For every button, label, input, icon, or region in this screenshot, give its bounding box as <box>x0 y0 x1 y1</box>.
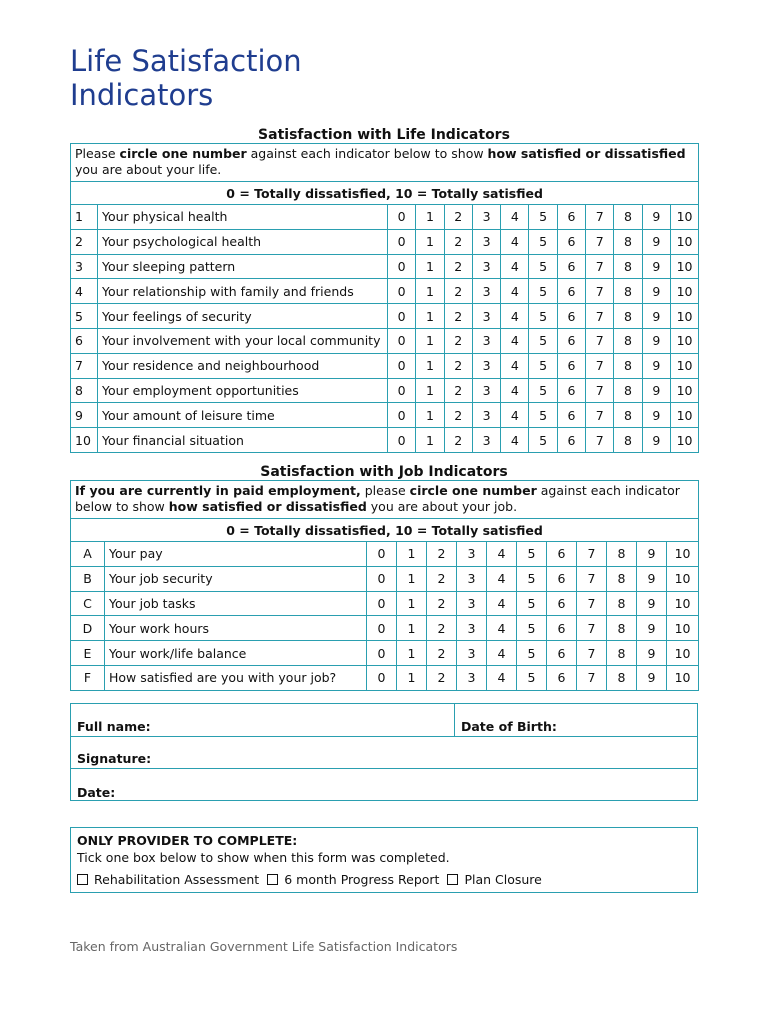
rating-option[interactable]: 2 <box>444 353 472 378</box>
rating-option[interactable]: 9 <box>642 229 670 254</box>
life-indicator-row <box>71 254 699 279</box>
rating-option[interactable]: 3 <box>457 542 487 567</box>
rating-option[interactable]: 9 <box>642 304 670 329</box>
rating-option[interactable]: 8 <box>614 403 642 428</box>
rating-option[interactable]: 3 <box>472 428 500 453</box>
rating-option[interactable]: 0 <box>367 616 397 641</box>
rating-option[interactable]: 7 <box>586 428 614 453</box>
rating-option[interactable]: 1 <box>416 279 444 304</box>
rating-option[interactable]: 0 <box>367 591 397 616</box>
rating-option[interactable]: 5 <box>517 641 547 666</box>
rating-option[interactable]: 2 <box>427 665 457 690</box>
rating-option[interactable]: 3 <box>472 254 500 279</box>
job-indicator-row-id: E <box>71 641 105 666</box>
life-indicators-table <box>70 143 699 453</box>
rating-option[interactable]: 4 <box>501 378 529 403</box>
option-rehabilitation-assessment[interactable] <box>77 871 259 888</box>
rating-option[interactable]: 2 <box>444 229 472 254</box>
rating-option[interactable]: 10 <box>670 254 698 279</box>
rating-option[interactable]: 9 <box>637 591 667 616</box>
rating-option[interactable]: 3 <box>472 353 500 378</box>
rating-option[interactable]: 0 <box>367 542 397 567</box>
rating-option[interactable]: 10 <box>667 542 699 567</box>
rating-option[interactable]: 4 <box>501 353 529 378</box>
rating-option[interactable]: 3 <box>472 304 500 329</box>
rating-option[interactable]: 8 <box>614 328 642 353</box>
rating-option[interactable]: 5 <box>529 254 557 279</box>
rating-option[interactable]: 4 <box>501 205 529 230</box>
rating-option[interactable]: 2 <box>444 428 472 453</box>
rating-option[interactable]: 10 <box>670 279 698 304</box>
rating-option[interactable]: 9 <box>637 616 667 641</box>
life-indicator-row <box>71 304 699 329</box>
rating-option[interactable]: 0 <box>388 254 416 279</box>
rating-option[interactable]: 1 <box>397 542 427 567</box>
rating-option[interactable]: 2 <box>444 205 472 230</box>
life-indicator-row <box>71 428 699 453</box>
job-indicator-row-id: A <box>71 542 105 567</box>
life-section-heading: Satisfaction with Life Indicators <box>258 127 510 143</box>
option-plan-closure[interactable] <box>447 871 541 888</box>
rating-option[interactable]: 6 <box>557 428 585 453</box>
life-indicator-row-label: Your feelings of security <box>98 304 388 329</box>
rating-option[interactable]: 9 <box>642 428 670 453</box>
rating-option[interactable]: 6 <box>557 403 585 428</box>
rating-option[interactable]: 4 <box>501 229 529 254</box>
rating-option[interactable]: 10 <box>670 304 698 329</box>
job-section-heading: Satisfaction with Job Indicators <box>260 464 508 480</box>
signature-row <box>71 737 697 770</box>
rating-option[interactable]: 5 <box>517 665 547 690</box>
life-scale-legend: 0 = Totally dissatisfied, 10 = Totally satisfied <box>71 182 699 205</box>
rating-option[interactable]: 2 <box>444 254 472 279</box>
rating-option[interactable]: 4 <box>501 254 529 279</box>
rating-option[interactable]: 8 <box>614 378 642 403</box>
rating-option[interactable]: 0 <box>388 353 416 378</box>
rating-option[interactable]: 4 <box>487 591 517 616</box>
life-indicator-row-label: Your physical health <box>98 205 388 230</box>
job-indicators-table <box>70 480 699 691</box>
job-indicator-row-label: Your job security <box>105 566 367 591</box>
rating-option[interactable]: 1 <box>416 254 444 279</box>
life-indicator-row <box>71 279 699 304</box>
life-indicator-row <box>71 378 699 403</box>
rating-option[interactable]: 1 <box>397 641 427 666</box>
rating-option[interactable]: 0 <box>388 279 416 304</box>
rating-option[interactable]: 4 <box>487 665 517 690</box>
rating-option[interactable]: 5 <box>529 304 557 329</box>
life-indicator-row <box>71 328 699 353</box>
life-indicator-row-id: 8 <box>71 378 98 403</box>
rating-option[interactable]: 1 <box>416 403 444 428</box>
rating-option[interactable]: 6 <box>547 641 577 666</box>
job-indicator-row <box>71 566 699 591</box>
job-scale-legend: 0 = Totally dissatisfied, 10 = Totally satisfied <box>71 519 699 542</box>
job-scale-row <box>71 519 699 542</box>
option-label: 6 month Progress Report <box>284 872 440 887</box>
rating-option[interactable]: 3 <box>472 403 500 428</box>
rating-option[interactable]: 9 <box>637 566 667 591</box>
rating-option[interactable]: 7 <box>586 205 614 230</box>
rating-option[interactable]: 10 <box>667 566 699 591</box>
rating-option[interactable]: 0 <box>388 428 416 453</box>
rating-option[interactable]: 8 <box>614 229 642 254</box>
date-label: Date: <box>77 784 116 800</box>
rating-option[interactable]: 0 <box>388 378 416 403</box>
job-indicator-row-label: How satisfied are you with your job? <box>105 665 367 690</box>
rating-option[interactable]: 3 <box>457 566 487 591</box>
job-indicator-row-id: B <box>71 566 105 591</box>
rating-option[interactable]: 1 <box>416 353 444 378</box>
rating-option[interactable]: 3 <box>457 591 487 616</box>
job-indicator-row-label: Your work/life balance <box>105 641 367 666</box>
rating-option[interactable]: 9 <box>642 279 670 304</box>
rating-option[interactable]: 8 <box>607 566 637 591</box>
rating-option[interactable]: 5 <box>529 403 557 428</box>
page-title <box>70 44 470 112</box>
rating-option[interactable]: 9 <box>642 328 670 353</box>
job-indicator-row <box>71 641 699 666</box>
rating-option[interactable]: 2 <box>427 591 457 616</box>
rating-option[interactable]: 10 <box>670 403 698 428</box>
rating-option[interactable]: 6 <box>547 591 577 616</box>
full-name-label: Full name: <box>77 718 151 734</box>
provider-box <box>70 827 698 893</box>
provider-instruction: Tick one box below to show when this form was completed. <box>77 850 450 865</box>
rating-option[interactable]: 5 <box>517 616 547 641</box>
life-indicator-row-label: Your employment opportunities <box>98 378 388 403</box>
life-indicator-row-id: 3 <box>71 254 98 279</box>
completion-options <box>77 871 691 888</box>
rating-option[interactable]: 3 <box>457 641 487 666</box>
checkbox-6-month-progress-report[interactable] <box>267 874 278 885</box>
rating-option[interactable]: 0 <box>388 403 416 428</box>
rating-option[interactable]: 1 <box>416 205 444 230</box>
option-label: Rehabilitation Assessment <box>94 872 260 887</box>
rating-option[interactable]: 3 <box>472 229 500 254</box>
rating-option[interactable]: 0 <box>367 566 397 591</box>
life-indicator-row <box>71 205 699 230</box>
rating-option[interactable]: 4 <box>487 616 517 641</box>
rating-option[interactable]: 8 <box>607 591 637 616</box>
rating-option[interactable]: 5 <box>529 428 557 453</box>
rating-option[interactable]: 7 <box>577 542 607 567</box>
rating-option[interactable]: 10 <box>667 665 699 690</box>
rating-option[interactable]: 9 <box>642 378 670 403</box>
rating-option[interactable]: 0 <box>388 205 416 230</box>
rating-option[interactable]: 5 <box>529 279 557 304</box>
rating-option[interactable]: 8 <box>614 353 642 378</box>
rating-option[interactable]: 9 <box>642 254 670 279</box>
checkbox-plan-closure[interactable] <box>447 874 458 885</box>
rating-option[interactable]: 6 <box>547 542 577 567</box>
rating-option[interactable]: 7 <box>586 229 614 254</box>
rating-option[interactable]: 8 <box>614 205 642 230</box>
rating-option[interactable]: 3 <box>457 616 487 641</box>
job-indicator-row-label: Your work hours <box>105 616 367 641</box>
rating-option[interactable]: 1 <box>397 566 427 591</box>
life-indicator-row <box>71 229 699 254</box>
rating-option[interactable]: 2 <box>427 616 457 641</box>
rating-option[interactable]: 10 <box>670 205 698 230</box>
rating-option[interactable]: 2 <box>427 566 457 591</box>
rating-option[interactable]: 6 <box>547 665 577 690</box>
rating-option[interactable]: 4 <box>501 304 529 329</box>
rating-option[interactable]: 8 <box>614 254 642 279</box>
life-indicator-row-label: Your residence and neighbourhood <box>98 353 388 378</box>
rating-option[interactable]: 1 <box>416 229 444 254</box>
life-indicator-row-label: Your relationship with family and friends <box>98 279 388 304</box>
option-6-month-progress-report[interactable] <box>267 871 439 888</box>
rating-option[interactable]: 7 <box>586 353 614 378</box>
rating-option[interactable]: 10 <box>667 591 699 616</box>
rating-option[interactable]: 8 <box>614 428 642 453</box>
rating-option[interactable]: 9 <box>642 205 670 230</box>
rating-option[interactable]: 9 <box>642 403 670 428</box>
rating-option[interactable]: 2 <box>444 328 472 353</box>
rating-option[interactable]: 2 <box>444 304 472 329</box>
life-indicator-row-label: Your financial situation <box>98 428 388 453</box>
rating-option[interactable]: 8 <box>607 542 637 567</box>
rating-option[interactable]: 8 <box>607 665 637 690</box>
life-indicator-row <box>71 403 699 428</box>
rating-option[interactable]: 2 <box>427 641 457 666</box>
rating-option[interactable]: 6 <box>557 378 585 403</box>
rating-option[interactable]: 1 <box>397 616 427 641</box>
rating-option[interactable]: 6 <box>557 205 585 230</box>
rating-option[interactable]: 7 <box>577 616 607 641</box>
rating-option[interactable]: 5 <box>517 566 547 591</box>
rating-option[interactable]: 8 <box>614 279 642 304</box>
rating-option[interactable]: 6 <box>557 328 585 353</box>
rating-option[interactable]: 3 <box>472 328 500 353</box>
date-row <box>71 769 697 802</box>
life-scale-row <box>71 182 699 205</box>
rating-option[interactable]: 0 <box>388 304 416 329</box>
rating-option[interactable]: 8 <box>614 304 642 329</box>
source-footer: Taken from Australian Government Life Satisfaction Indicators <box>70 939 458 954</box>
rating-option[interactable]: 9 <box>637 542 667 567</box>
life-indicator-row-label: Your amount of leisure time <box>98 403 388 428</box>
rating-option[interactable]: 5 <box>529 353 557 378</box>
rating-option[interactable]: 0 <box>388 328 416 353</box>
rating-option[interactable]: 3 <box>472 205 500 230</box>
rating-option[interactable]: 1 <box>397 591 427 616</box>
rating-option[interactable]: 3 <box>457 665 487 690</box>
rating-option[interactable]: 10 <box>670 353 698 378</box>
life-indicator-row-id: 7 <box>71 353 98 378</box>
life-indicator-row-id: 9 <box>71 403 98 428</box>
rating-option[interactable]: 10 <box>667 641 699 666</box>
rating-option[interactable]: 4 <box>501 428 529 453</box>
rating-option[interactable]: 10 <box>670 229 698 254</box>
rating-option[interactable]: 5 <box>529 229 557 254</box>
rating-option[interactable]: 2 <box>444 378 472 403</box>
rating-option[interactable]: 0 <box>367 641 397 666</box>
rating-option[interactable]: 7 <box>586 403 614 428</box>
dob-label: Date of Birth: <box>461 718 557 734</box>
rating-option[interactable]: 10 <box>667 616 699 641</box>
job-indicator-row-label: Your pay <box>105 542 367 567</box>
rating-option[interactable]: 7 <box>577 566 607 591</box>
job-indicator-row <box>71 591 699 616</box>
rating-option[interactable]: 5 <box>529 205 557 230</box>
checkbox-rehabilitation-assessment[interactable] <box>77 874 88 885</box>
rating-option[interactable]: 7 <box>577 591 607 616</box>
rating-option[interactable]: 8 <box>607 641 637 666</box>
signature-label: Signature: <box>77 751 152 766</box>
rating-option[interactable]: 10 <box>670 328 698 353</box>
name-dob-divider <box>454 704 455 736</box>
rating-option[interactable]: 9 <box>637 665 667 690</box>
job-indicator-row <box>71 665 699 690</box>
rating-option[interactable]: 5 <box>529 328 557 353</box>
rating-option[interactable]: 1 <box>416 378 444 403</box>
title-line-2: Indicators <box>70 78 214 112</box>
rating-option[interactable]: 6 <box>557 304 585 329</box>
rating-option[interactable]: 6 <box>557 229 585 254</box>
rating-option[interactable]: 1 <box>397 665 427 690</box>
rating-option[interactable]: 4 <box>501 403 529 428</box>
life-indicator-row-id: 2 <box>71 229 98 254</box>
rating-option[interactable]: 10 <box>670 378 698 403</box>
job-intro-row <box>71 481 699 519</box>
rating-option[interactable]: 5 <box>517 591 547 616</box>
job-indicator-row-id: F <box>71 665 105 690</box>
rating-option[interactable]: 4 <box>487 542 517 567</box>
rating-option[interactable]: 7 <box>586 328 614 353</box>
life-indicator-row-id: 6 <box>71 328 98 353</box>
job-indicator-row-id: C <box>71 591 105 616</box>
rating-option[interactable]: 10 <box>670 428 698 453</box>
rating-option[interactable]: 7 <box>577 665 607 690</box>
job-indicator-row-id: D <box>71 616 105 641</box>
life-indicator-row-id: 4 <box>71 279 98 304</box>
job-indicator-row <box>71 616 699 641</box>
rating-option[interactable]: 6 <box>547 566 577 591</box>
life-indicator-row-label: Your involvement with your local community <box>98 328 388 353</box>
life-indicator-row-id: 1 <box>71 205 98 230</box>
title-line-1: Life Satisfaction <box>70 44 302 78</box>
rating-option[interactable]: 3 <box>472 378 500 403</box>
rating-option[interactable]: 5 <box>517 542 547 567</box>
rating-option[interactable]: 2 <box>427 542 457 567</box>
job-indicator-row-label: Your job tasks <box>105 591 367 616</box>
rating-option[interactable]: 9 <box>642 353 670 378</box>
rating-option[interactable]: 7 <box>586 378 614 403</box>
name-dob-row <box>71 704 697 737</box>
life-indicator-row <box>71 353 699 378</box>
rating-option[interactable]: 6 <box>557 279 585 304</box>
rating-option[interactable]: 5 <box>529 378 557 403</box>
rating-option[interactable]: 4 <box>501 328 529 353</box>
rating-option[interactable]: 8 <box>607 616 637 641</box>
life-intro-row <box>71 144 699 182</box>
job-intro-text: If you are currently in paid employment, please circle one number against each indicator below to show how satisfied or dissatisfied you are about your job. <box>71 481 699 519</box>
option-label: Plan Closure <box>464 872 542 887</box>
rating-option[interactable]: 7 <box>586 279 614 304</box>
life-intro-text: Please circle one number against each indicator below to show how satisfied or dissatisfied you are about your life. <box>71 144 699 182</box>
rating-option[interactable]: 2 <box>444 403 472 428</box>
rating-option[interactable]: 4 <box>487 641 517 666</box>
personal-details-box <box>70 703 698 801</box>
rating-option[interactable]: 7 <box>586 304 614 329</box>
rating-option[interactable]: 9 <box>637 641 667 666</box>
life-indicator-row-id: 5 <box>71 304 98 329</box>
provider-heading: ONLY PROVIDER TO COMPLETE: <box>77 833 298 848</box>
rating-option[interactable]: 0 <box>388 229 416 254</box>
rating-option[interactable]: 1 <box>416 304 444 329</box>
rating-option[interactable]: 6 <box>547 616 577 641</box>
rating-option[interactable]: 2 <box>444 279 472 304</box>
rating-option[interactable]: 1 <box>416 328 444 353</box>
rating-option[interactable]: 3 <box>472 279 500 304</box>
rating-option[interactable]: 7 <box>586 254 614 279</box>
life-indicator-row-label: Your sleeping pattern <box>98 254 388 279</box>
rating-option[interactable]: 1 <box>416 428 444 453</box>
rating-option[interactable]: 7 <box>577 641 607 666</box>
rating-option[interactable]: 6 <box>557 254 585 279</box>
job-indicator-row <box>71 542 699 567</box>
rating-option[interactable]: 0 <box>367 665 397 690</box>
rating-option[interactable]: 6 <box>557 353 585 378</box>
life-indicator-row-id: 10 <box>71 428 98 453</box>
rating-option[interactable]: 4 <box>487 566 517 591</box>
rating-option[interactable]: 4 <box>501 279 529 304</box>
life-indicator-row-label: Your psychological health <box>98 229 388 254</box>
